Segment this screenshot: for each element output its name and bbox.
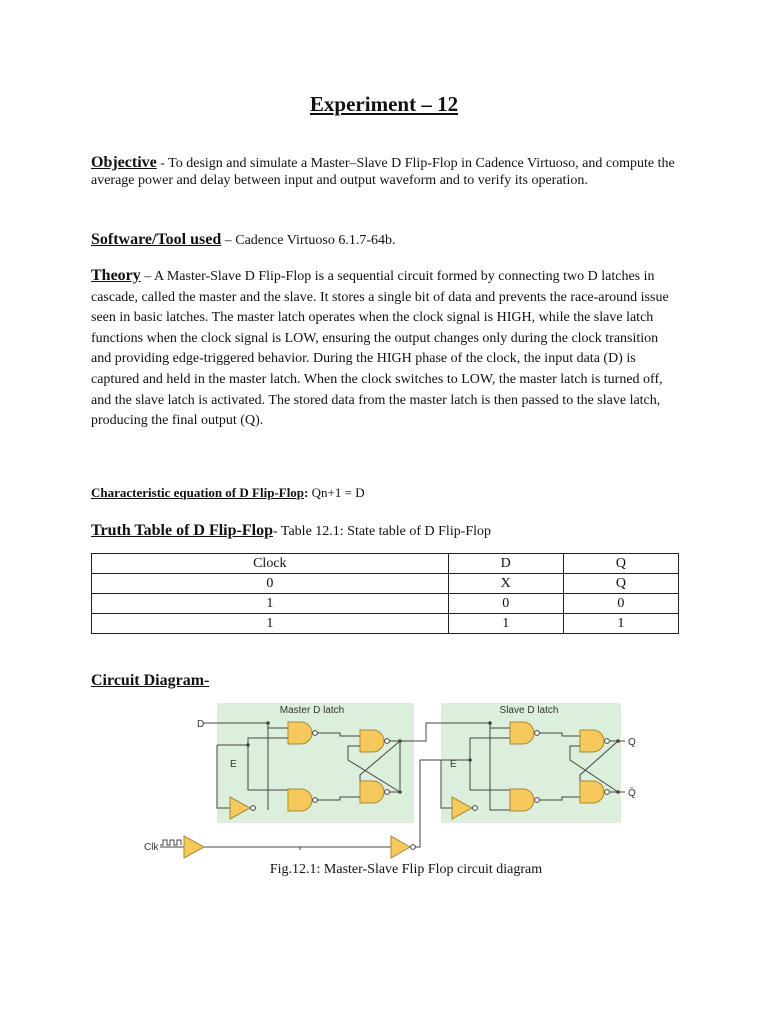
characteristic-equation: Characteristic equation of D Flip-Flop: Qn+1 = D <box>91 485 365 500</box>
characteristic-heading: Characteristic equation of D Flip-Flop <box>91 485 305 500</box>
master-latch-box <box>217 703 414 823</box>
clock-pulse-icon <box>160 840 181 845</box>
characteristic-formula: Qn+1 = D <box>308 485 365 500</box>
theory-heading: Theory <box>91 267 141 284</box>
objective-text: To design and simulate a Master–Slave D Flip-Flop in Cadence Virtuoso, and compute the average power and delay between input and output waveform and to verify its operation. <box>91 156 675 188</box>
q-output-label: Q <box>628 737 636 748</box>
clk-input-label: Clk <box>144 842 159 853</box>
table-header-cell: D <box>448 554 563 574</box>
master-latch-label: Master D latch <box>279 705 345 716</box>
truth-table-title: Truth Table of D Flip-Flop- Table 12.1: State table of D Flip-Flop <box>91 522 492 539</box>
software-text: Cadence Virtuoso 6.1.7-64b. <box>235 233 396 248</box>
table-cell: 1 <box>92 594 449 614</box>
objective-heading: Objective <box>91 154 157 171</box>
master-enable-label: E <box>230 759 237 770</box>
figure-caption: Fig.12.1: Master-Slave Flip Flop circuit diagram <box>269 862 543 877</box>
table-cell: 0 <box>92 574 449 594</box>
software-heading: Software/Tool used <box>91 231 222 248</box>
theory-section: Theory – A Master-Slave D Flip-Flop is a sequential circuit formed by connecting two D latches in cascade, called the master and the slave. It stores a single bit of data and prevents the race-around issue seen in basic latches. The master latch operates when the clock signal is HIGH, while the slave latch functions when the clock signal is LOW, ensuring the output changes only during the clock transition and providing edge-triggered behavior. During the HIGH phase of the clock, the input data (D) is captured and held in the master latch. When the clock switches to LOW, the master latch is turned off, and the slave latch is activated. The stored data from the master latch is then passed to the slave latch, producing the final output (Q). <box>91 267 669 429</box>
table-cell: 1 <box>448 614 563 634</box>
table-cell: Q <box>563 574 678 594</box>
qbar-output-label: Q̄ <box>628 788 636 799</box>
page-title: Experiment – 12 <box>309 92 459 116</box>
truth-table-caption: Table 12.1: State table of D Flip-Flop <box>280 524 492 539</box>
not-gate-icon <box>391 836 415 858</box>
slave-latch-label: Slave D latch <box>499 705 559 716</box>
table-cell: 0 <box>563 594 678 614</box>
table-cell: 1 <box>563 614 678 634</box>
software-section: Software/Tool used – Cadence Virtuoso 6.1.7-64b. <box>91 231 396 248</box>
d-input-label: D <box>197 719 205 730</box>
table-cell: 1 <box>92 614 449 634</box>
table-cell: 0 <box>448 594 563 614</box>
table-header-cell: Clock <box>92 554 449 574</box>
buffer-icon <box>184 836 204 858</box>
slave-enable-label: E <box>450 759 457 770</box>
truth-table-heading: Truth Table of D Flip-Flop <box>91 522 273 539</box>
theory-text: A Master-Slave D Flip-Flop is a sequential circuit formed by connecting two D latches in cascade, called the master and the slave. It stores a single bit of data and prevents the race-around issue seen in basic latches. The master latch operates when the clock signal is HIGH, while the slave latch functions when the clock signal is LOW, ensuring the output changes only during the clock transition and providing edge-triggered behavior. During the HIGH phase of the clock, the input data (D) is captured and held in the master latch. When the clock switches to LOW, the master latch is turned off, and the slave latch is activated. The stored data from the master latch is then passed to the slave latch, producing the final output (Q). <box>91 269 669 429</box>
table-cell: X <box>448 574 563 594</box>
objective-section: Objective - To design and simulate a Master–Slave D Flip-Flop in Cadence Virtuoso, and compute the average power and delay between input and output waveform and to verify its operation. <box>91 154 675 188</box>
circuit-diagram-heading: Circuit Diagram- <box>91 672 210 689</box>
table-header-cell: Q <box>563 554 678 574</box>
